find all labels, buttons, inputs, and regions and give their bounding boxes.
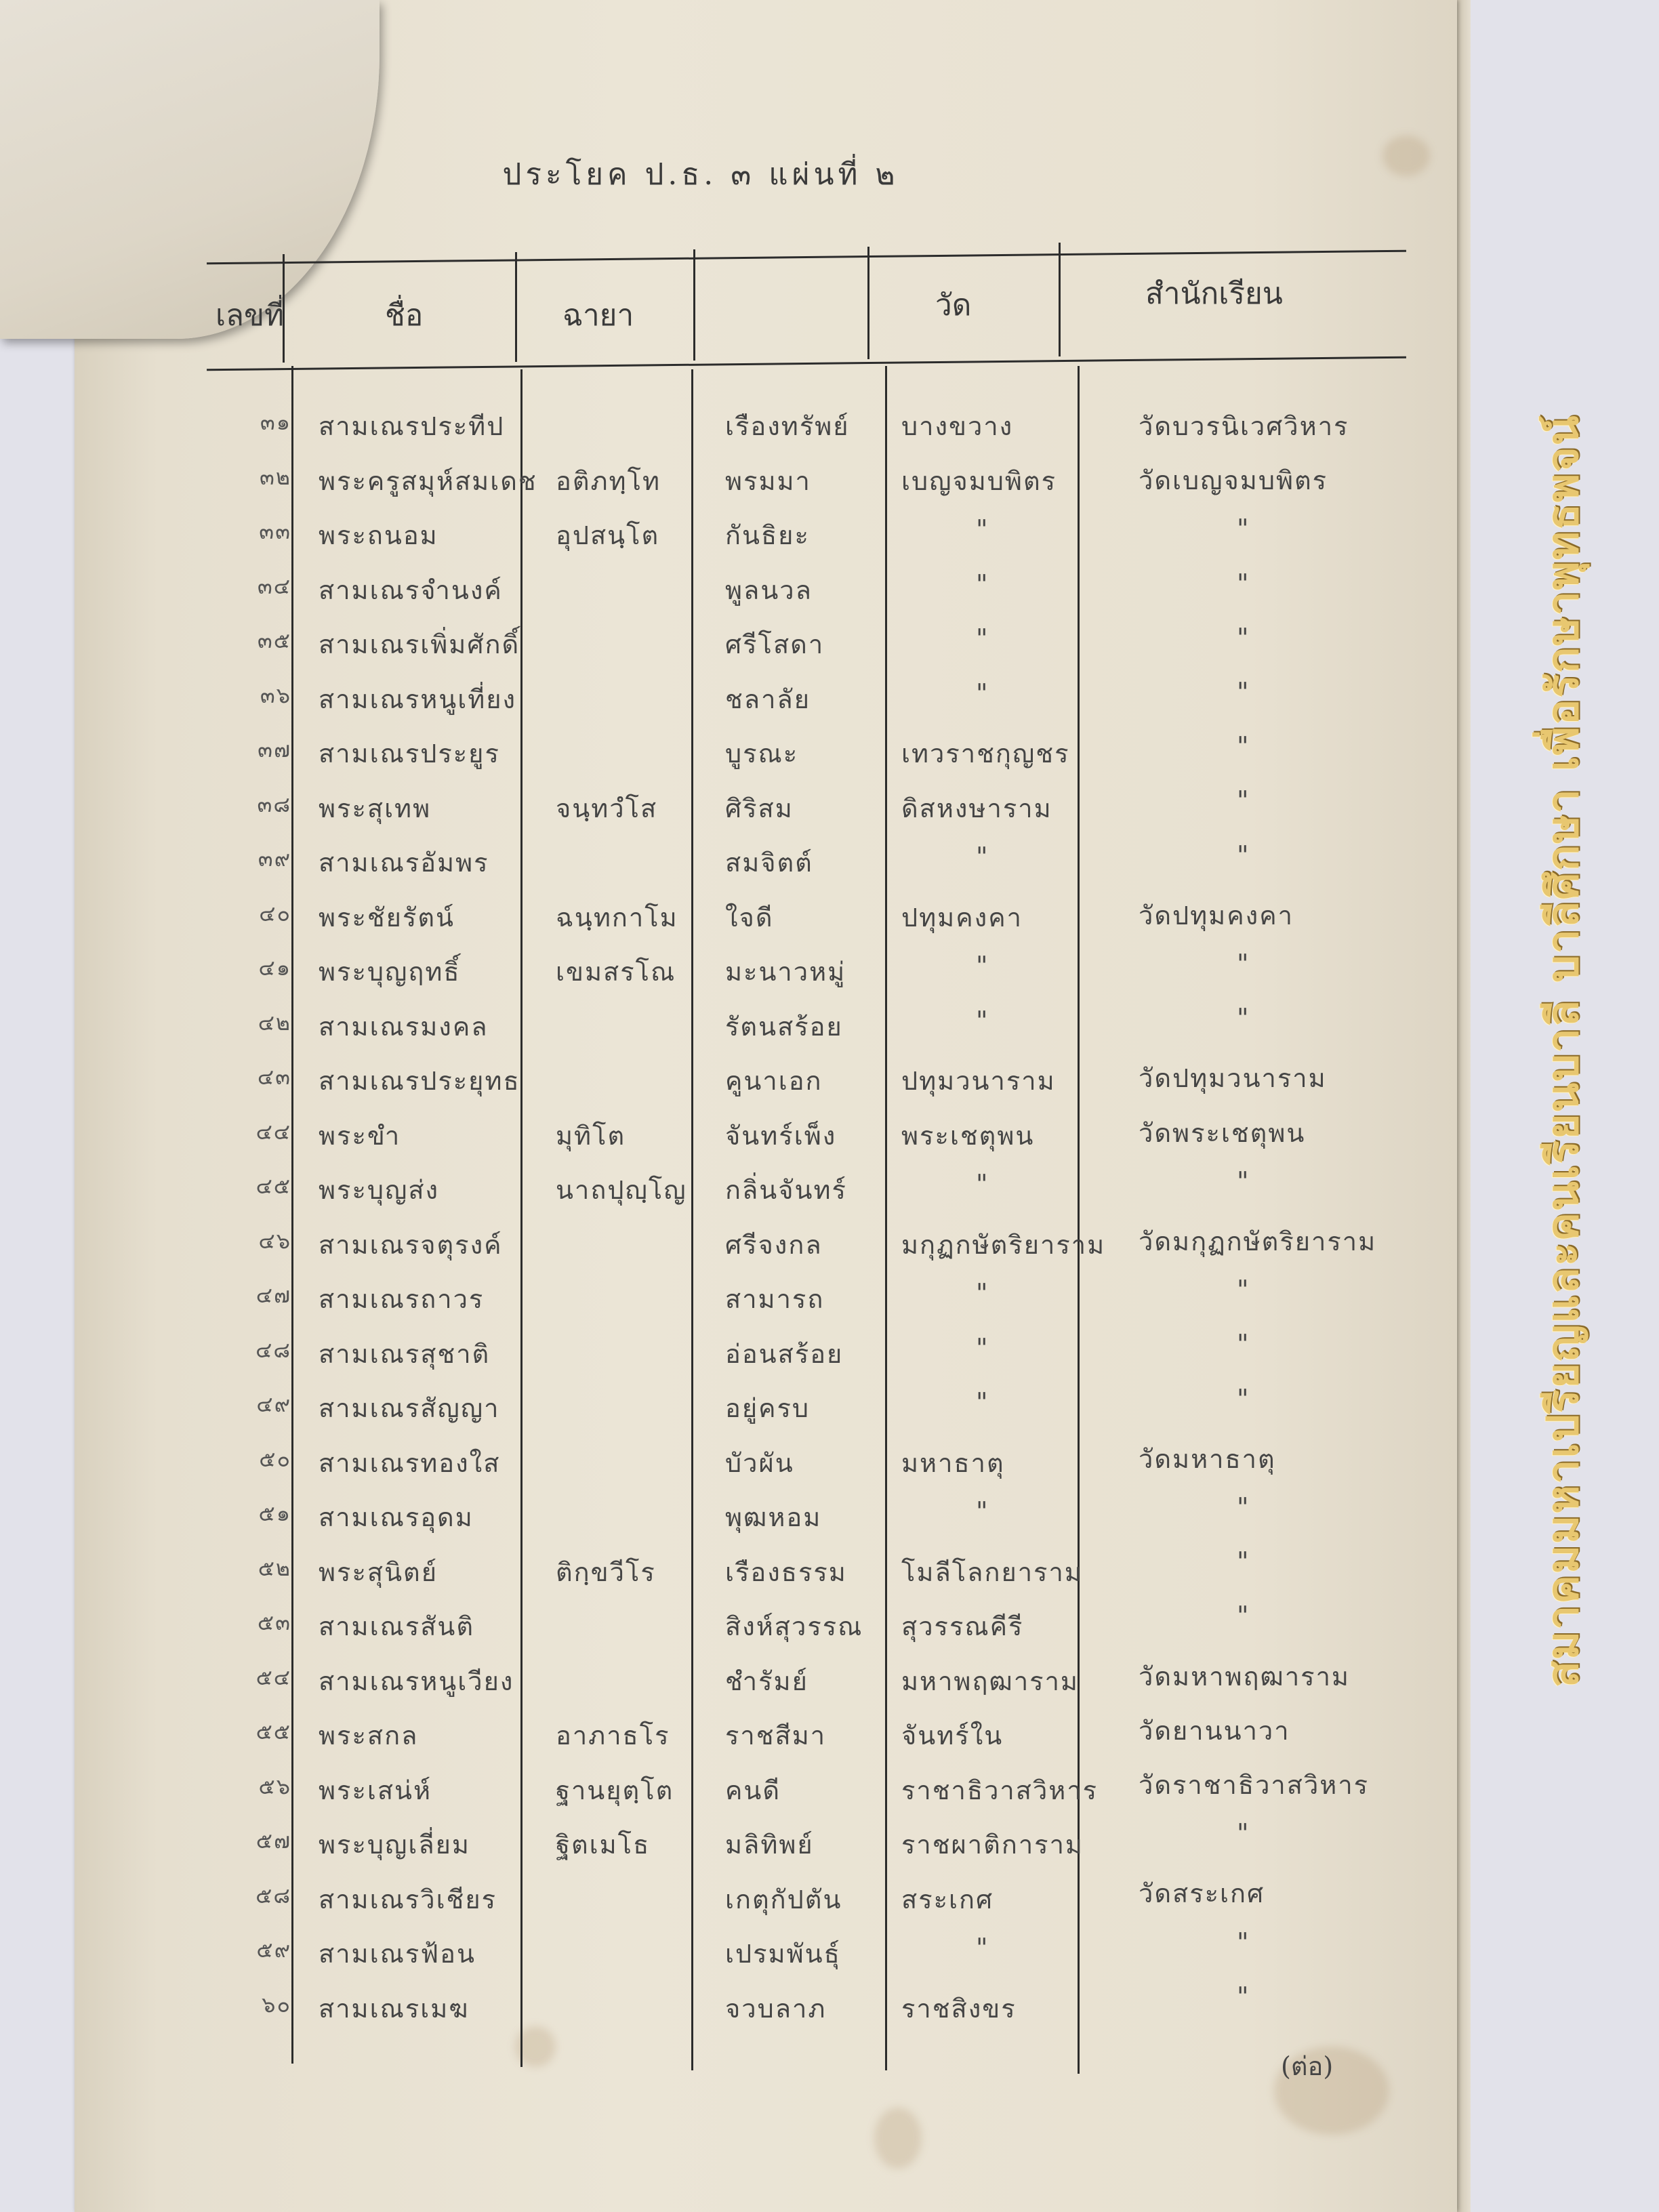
cell-number: ๕๓ xyxy=(257,1610,291,1635)
header-number: เลขที่ xyxy=(216,298,285,333)
cell-chaya: อติภทฺโท xyxy=(556,466,661,496)
cell-name: พระสุนิตย์ xyxy=(319,1557,438,1587)
cell-surname: อ่อนสร้อย xyxy=(725,1338,844,1369)
cell-number: ๓๑ xyxy=(260,409,291,435)
cell-name: พระบุญฤทธิ์ xyxy=(319,957,461,987)
cell-number: ๓๓ xyxy=(259,518,291,544)
header-chaya: ฉายา xyxy=(562,298,634,333)
cell-surname: สมจิตต์ xyxy=(725,848,813,878)
cell-chaya: เขมสรโณ xyxy=(556,957,676,987)
document-title: ประโยค ป.ธ. ๓ แผ่นที่ ๒ xyxy=(502,157,899,192)
cell-number: ๔๐ xyxy=(259,900,291,926)
cell-school: " xyxy=(1237,568,1250,598)
cell-name: สามเณรสันติ xyxy=(319,1612,475,1641)
page-stack-edge xyxy=(1457,0,1471,2212)
paper-stain xyxy=(874,2108,922,2169)
cell-school: " xyxy=(1237,1601,1250,1631)
cell-surname: อยู่ครบ xyxy=(725,1393,811,1423)
cell-number: ๕๔ xyxy=(255,1664,291,1690)
cell-surname: กันธิยะ xyxy=(725,520,810,550)
cell-school: " xyxy=(1237,1547,1250,1577)
cell-name: สามเณรวิเชียร xyxy=(319,1884,497,1914)
cell-number: ๓๖ xyxy=(260,682,291,708)
cell-name: สามเณรอุดม xyxy=(319,1502,474,1532)
cell-surname: สิงห์สุวรรณ xyxy=(725,1612,863,1641)
cell-school: " xyxy=(1237,1492,1250,1522)
cell-surname: พรมมา xyxy=(725,466,811,496)
cell-number: ๕๙ xyxy=(256,1937,291,1963)
cell-name: สามเณรเมฆ xyxy=(319,1993,470,2024)
cell-name: สามเณรสัญญา xyxy=(319,1393,500,1423)
cell-number: ๖๐ xyxy=(262,1991,291,2018)
cell-surname: ชลาลัย xyxy=(725,684,811,714)
cell-name: สามเณรฟ้อน xyxy=(319,1939,476,1969)
continued-note: (ต่อ) xyxy=(1281,2051,1334,2081)
cell-wat: เทวราชกุญชร xyxy=(901,739,1070,769)
cell-name: พระสกล xyxy=(319,1721,419,1750)
cell-surname: เปรมพันธุ์ xyxy=(725,1939,841,1969)
column-divider xyxy=(515,252,517,362)
cell-wat: " xyxy=(976,569,989,599)
cell-name: พระบุญส่ง xyxy=(319,1175,440,1205)
cell-name: พระครูสมุห์สมเดช xyxy=(319,466,537,496)
cell-chaya: จนฺทวํโส xyxy=(556,793,658,823)
cell-wat: " xyxy=(976,1278,989,1308)
cell-wat: เบญจมบพิตร xyxy=(901,466,1057,496)
cell-wat: ราชผาติการาม xyxy=(901,1830,1084,1860)
cell-number: ๔๖ xyxy=(258,1227,291,1254)
cell-chaya: นาถปุญฺโญ xyxy=(556,1175,687,1205)
cell-surname: ศรีโสดา xyxy=(725,630,825,659)
cell-chaya: ฉนฺทกาโม xyxy=(556,902,678,933)
cell-wat: " xyxy=(976,842,989,872)
cell-wat: " xyxy=(976,1496,989,1526)
cell-name: สามเณรจตุรงค์ xyxy=(319,1229,503,1260)
cell-surname: มลิทิพย์ xyxy=(725,1830,814,1860)
cell-school: วัดบวรนิเวศวิหาร xyxy=(1139,411,1349,441)
cell-name: สามเณรเพิ่มศักดิ์ xyxy=(319,630,520,659)
cell-number: ๕๒ xyxy=(258,1555,291,1581)
cell-surname: ราชสีมา xyxy=(725,1721,827,1750)
cell-wat: จันทร์ใน xyxy=(901,1721,1004,1750)
cell-wat: พระเชตุพน xyxy=(901,1120,1035,1151)
column-divider xyxy=(1059,243,1061,356)
cell-number: ๔๘ xyxy=(255,1336,291,1363)
column-divider xyxy=(885,366,887,2070)
cell-number: ๔๑ xyxy=(258,955,291,981)
cell-school: " xyxy=(1237,1383,1250,1414)
cell-chaya: อาภาธโร xyxy=(556,1721,670,1750)
cell-chaya: ฐานยุตฺโต xyxy=(556,1775,674,1805)
cell-school: " xyxy=(1237,840,1250,870)
cell-wat: " xyxy=(976,951,989,981)
cell-number: ๕๑ xyxy=(258,1500,291,1526)
cell-chaya: ติกฺขวีโร xyxy=(556,1557,656,1587)
cell-surname: เรืองทรัพย์ xyxy=(725,411,850,441)
cell-surname: พูลนวล xyxy=(725,575,813,605)
cell-school: " xyxy=(1237,622,1250,653)
cell-school: " xyxy=(1237,1981,1250,2011)
cell-surname: คนดี xyxy=(725,1775,781,1805)
cell-surname: สามารถ xyxy=(725,1284,825,1314)
cell-school: " xyxy=(1237,1329,1250,1359)
column-divider xyxy=(867,247,869,359)
cell-wat: สุวรรณคีรี xyxy=(901,1612,1024,1641)
cell-number: ๔๒ xyxy=(258,1009,291,1036)
cell-surname: มะนาวหมู่ xyxy=(725,957,846,987)
cell-surname: ชำรัมย์ xyxy=(725,1666,808,1696)
cell-wat: " xyxy=(976,1169,989,1199)
cell-surname: ใจดี xyxy=(725,902,774,933)
cell-name: พระสุเทพ xyxy=(319,793,432,823)
cell-name: สามเณรจำนงค์ xyxy=(319,575,503,605)
cell-school: " xyxy=(1237,1166,1250,1196)
cell-school: วัดมหาธาตุ xyxy=(1139,1443,1276,1474)
cell-name: สามเณรถาวร xyxy=(319,1284,485,1314)
cell-name: สามเณรหนูเที่ยง xyxy=(319,684,517,714)
cell-wat: ดิสหงษาราม xyxy=(901,793,1052,823)
cell-wat: สระเกศ xyxy=(901,1884,994,1914)
cell-number: ๔๔ xyxy=(255,1118,291,1145)
cell-name: พระชัยรัตน์ xyxy=(319,902,455,933)
cell-wat: " xyxy=(976,623,989,653)
cell-wat: " xyxy=(976,1332,989,1363)
cell-surname: จันทร์เพ็ง xyxy=(725,1120,837,1151)
cell-number: ๕๖ xyxy=(258,1773,291,1799)
cell-school: " xyxy=(1237,949,1250,979)
cell-school: วัดมหาพฤฒาราม xyxy=(1139,1661,1350,1692)
cell-school: " xyxy=(1237,514,1250,544)
cell-number: ๕๘ xyxy=(255,1882,291,1908)
cell-name: สามเณรสุชาติ xyxy=(319,1338,491,1369)
cell-surname: ศิริสม xyxy=(725,793,794,823)
cell-number: ๓๘ xyxy=(257,791,291,817)
watermark-text: สมาคมมหาเปรียญและคนเรียนบาลี บาลีศึกษา เพื่อรักษาพุทธพจน์ xyxy=(1538,414,1589,1687)
cell-surname: เกตุกัปตัน xyxy=(725,1884,842,1914)
cell-name: พระเสน่ห์ xyxy=(319,1775,432,1805)
cell-school: วัดพระเชตุพน xyxy=(1139,1118,1306,1148)
cell-school: วัดเบญจมบพิตร xyxy=(1139,466,1328,496)
cell-number: ๔๗ xyxy=(255,1282,291,1308)
cell-school: วัดสระเกศ xyxy=(1139,1879,1265,1909)
cell-school: วัดยานนาวา xyxy=(1139,1715,1290,1746)
cell-wat: " xyxy=(976,678,989,708)
column-divider xyxy=(691,369,693,2070)
cell-number: ๓๔ xyxy=(257,573,291,599)
cell-name: สามเณรมงคล xyxy=(319,1011,489,1042)
cell-chaya: มุทิโต xyxy=(556,1120,626,1151)
cell-number: ๔๙ xyxy=(256,1391,291,1417)
column-divider xyxy=(520,369,523,2067)
cell-name: พระบุญเลี่ยม xyxy=(319,1830,470,1860)
cell-surname: บูรณะ xyxy=(725,739,799,769)
cell-school: " xyxy=(1237,677,1250,707)
cell-wat: มหาธาตุ xyxy=(901,1448,1005,1478)
cell-wat: มกุฏกษัตริยาราม xyxy=(901,1229,1106,1260)
cell-number: ๓๒ xyxy=(260,464,291,490)
cell-name: พระขำ xyxy=(319,1120,401,1151)
cell-number: ๓๙ xyxy=(258,846,291,872)
cell-wat: " xyxy=(976,1387,989,1417)
cell-school: " xyxy=(1237,1003,1250,1033)
cell-number: ๕๕ xyxy=(255,1719,291,1744)
cell-surname: พุฒหอม xyxy=(725,1502,822,1532)
header-name: ชื่อ xyxy=(385,298,424,333)
cell-name: สามเณรประทีป xyxy=(319,411,505,441)
cell-name: สามเณรหนูเวียง xyxy=(319,1666,514,1696)
cell-school: วัดมกุฏกษัตริยาราม xyxy=(1139,1227,1377,1256)
cell-wat: โมลีโลกยาราม xyxy=(901,1557,1083,1587)
cell-school: " xyxy=(1237,785,1250,816)
cell-name: สามเณรทองใส xyxy=(319,1448,501,1478)
cell-number: ๓๗ xyxy=(258,737,291,762)
cell-chaya: ฐิตเมโธ xyxy=(556,1830,651,1860)
cell-surname: กลิ่นจันทร์ xyxy=(725,1175,847,1205)
cell-name: สามเณรอัมพร xyxy=(319,848,489,878)
cell-school: " xyxy=(1237,1275,1250,1305)
cell-school: วัดราชาธิวาสวิหาร xyxy=(1139,1770,1370,1800)
cell-wat: " xyxy=(976,1005,989,1036)
cell-surname: รัตนสร้อย xyxy=(725,1011,843,1042)
cell-surname: เรืองธรรม xyxy=(725,1557,847,1587)
column-divider xyxy=(693,249,695,361)
cell-surname: บัวผัน xyxy=(725,1448,794,1478)
cell-school: " xyxy=(1237,731,1250,762)
cell-number: ๕๗ xyxy=(255,1828,291,1853)
cell-school: " xyxy=(1237,1927,1250,1957)
cell-wat: มหาพฤฒาราม xyxy=(901,1666,1079,1696)
column-divider xyxy=(291,366,293,2064)
cell-wat: บางขวาง xyxy=(901,411,1014,441)
cell-wat: ราชาธิวาสวิหาร xyxy=(901,1775,1099,1805)
cell-surname: ศรีจงกล xyxy=(725,1229,823,1260)
cell-name: สามเณรประยูร xyxy=(319,739,500,769)
cell-school: วัดปทุมคงคา xyxy=(1139,900,1294,930)
cell-number: ๔๕ xyxy=(255,1173,291,1199)
cell-number: ๕๐ xyxy=(259,1446,291,1472)
cell-surname: จวบลาภ xyxy=(725,1993,827,2024)
cell-school: " xyxy=(1237,1818,1250,1849)
cell-wat: ปทุมวนาราม xyxy=(901,1066,1056,1096)
cell-chaya: อุปสนฺโต xyxy=(556,520,660,550)
cell-wat: " xyxy=(976,1933,989,1963)
cell-wat: ราชสิงขร xyxy=(901,1993,1017,2024)
cell-name: สามเณรประยุทธ xyxy=(319,1066,520,1096)
cell-number: ๔๓ xyxy=(257,1064,291,1090)
column-divider xyxy=(1078,366,1080,2074)
cell-surname: คูนาเอก xyxy=(725,1066,823,1096)
cell-wat: " xyxy=(976,514,989,544)
cell-wat: ปทุมคงคา xyxy=(901,902,1023,933)
header-school: สำนักเรียน xyxy=(1145,276,1283,311)
cell-school: วัดปทุมวนาราม xyxy=(1139,1063,1327,1094)
cell-number: ๓๕ xyxy=(257,628,291,653)
header-wat: วัด xyxy=(935,288,972,323)
cell-name: พระถนอม xyxy=(319,520,438,550)
